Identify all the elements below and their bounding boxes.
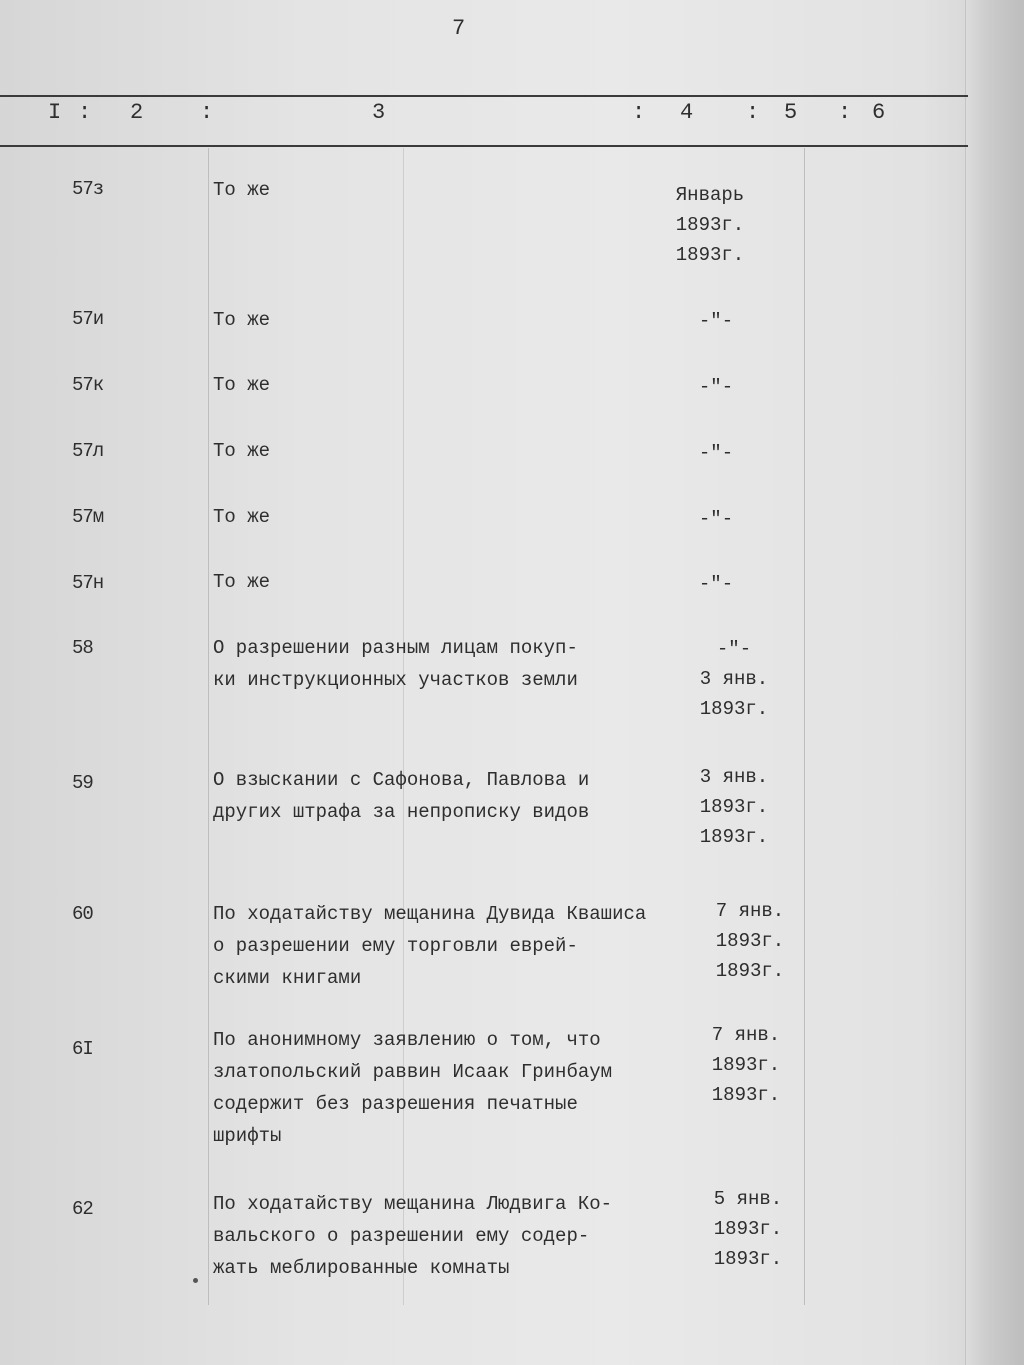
header-rule-bottom — [0, 145, 968, 147]
page-number: 7 — [452, 16, 466, 41]
paper-edge — [965, 0, 1024, 1365]
entry-number: 62 — [72, 1198, 93, 1220]
entry-title: То же — [213, 374, 271, 396]
entry-number: 58 — [72, 637, 93, 659]
entry-number: 57н — [72, 572, 104, 594]
entry-date: 7 янв. 1893г. 1893г. — [711, 1024, 781, 1106]
entry-number: 57м — [72, 506, 104, 528]
column-header-4: 4 — [680, 100, 696, 125]
entry-title: То же — [213, 506, 271, 528]
ink-dot — [193, 1278, 198, 1283]
header-rule-top — [0, 95, 968, 97]
column-guide — [804, 148, 805, 1305]
entry-date: -"- — [698, 573, 734, 595]
column-guide — [208, 148, 209, 1305]
column-header-sep: : — [838, 100, 854, 125]
entry-title: По ходатайству мещанина Людвига Ко- вальского о разрешении ему содер- жать меблированные комнаты — [213, 1193, 613, 1279]
entry-date: 7 янв. 1893г. 1893г. — [715, 900, 785, 982]
entry-number: 57з — [72, 178, 104, 200]
entry-date: -"- — [698, 310, 734, 332]
entry-title: То же — [213, 571, 271, 593]
column-header-5: 5 — [784, 100, 800, 125]
entry-title: О разрешении разным лицам покуп- ки инструкционных участков земли — [213, 637, 578, 691]
entry-title: То же — [213, 440, 271, 462]
entry-number: 57и — [72, 308, 104, 330]
entry-number: 59 — [72, 772, 93, 794]
column-header-6: 6 — [872, 100, 888, 125]
column-header-1: I — [48, 100, 64, 125]
column-header-2: 2 — [130, 100, 146, 125]
entry-number: 60 — [72, 903, 93, 925]
column-header-sep: : — [78, 100, 94, 125]
entry-title: По анонимному заявлению о том, что златопольский раввин Исаак Гринбаум содержит без разрешения печатные шрифты — [213, 1029, 613, 1147]
entry-date: 3 янв. 1893г. 1893г. — [699, 766, 769, 848]
column-header-3: 3 — [372, 100, 388, 125]
column-header-sep: : — [200, 100, 216, 125]
entry-date: 5 янв. 1893г. 1893г. — [713, 1188, 783, 1270]
entry-title: О взыскании с Сафонова, Павлова и других штрафа за непрописку видов — [213, 769, 590, 823]
entry-number: 6I — [72, 1038, 93, 1060]
column-header-sep: : — [632, 100, 648, 125]
entry-number: 57л — [72, 440, 104, 462]
entry-title: То же — [213, 179, 271, 201]
entry-title: То же — [213, 309, 271, 331]
entry-date: Январь 1893г. 1893г. — [675, 184, 745, 266]
entry-title: По ходатайству мещанина Дувида Квашиса о разрешении ему торговли еврей- скими книгами — [213, 903, 647, 989]
entry-date: -"- — [698, 376, 734, 398]
column-header-sep: : — [746, 100, 762, 125]
entry-date: -"- 3 янв. 1893г. — [699, 638, 769, 720]
entry-number: 57к — [72, 374, 104, 396]
entry-date: -"- — [698, 442, 734, 464]
entry-date: -"- — [698, 508, 734, 530]
